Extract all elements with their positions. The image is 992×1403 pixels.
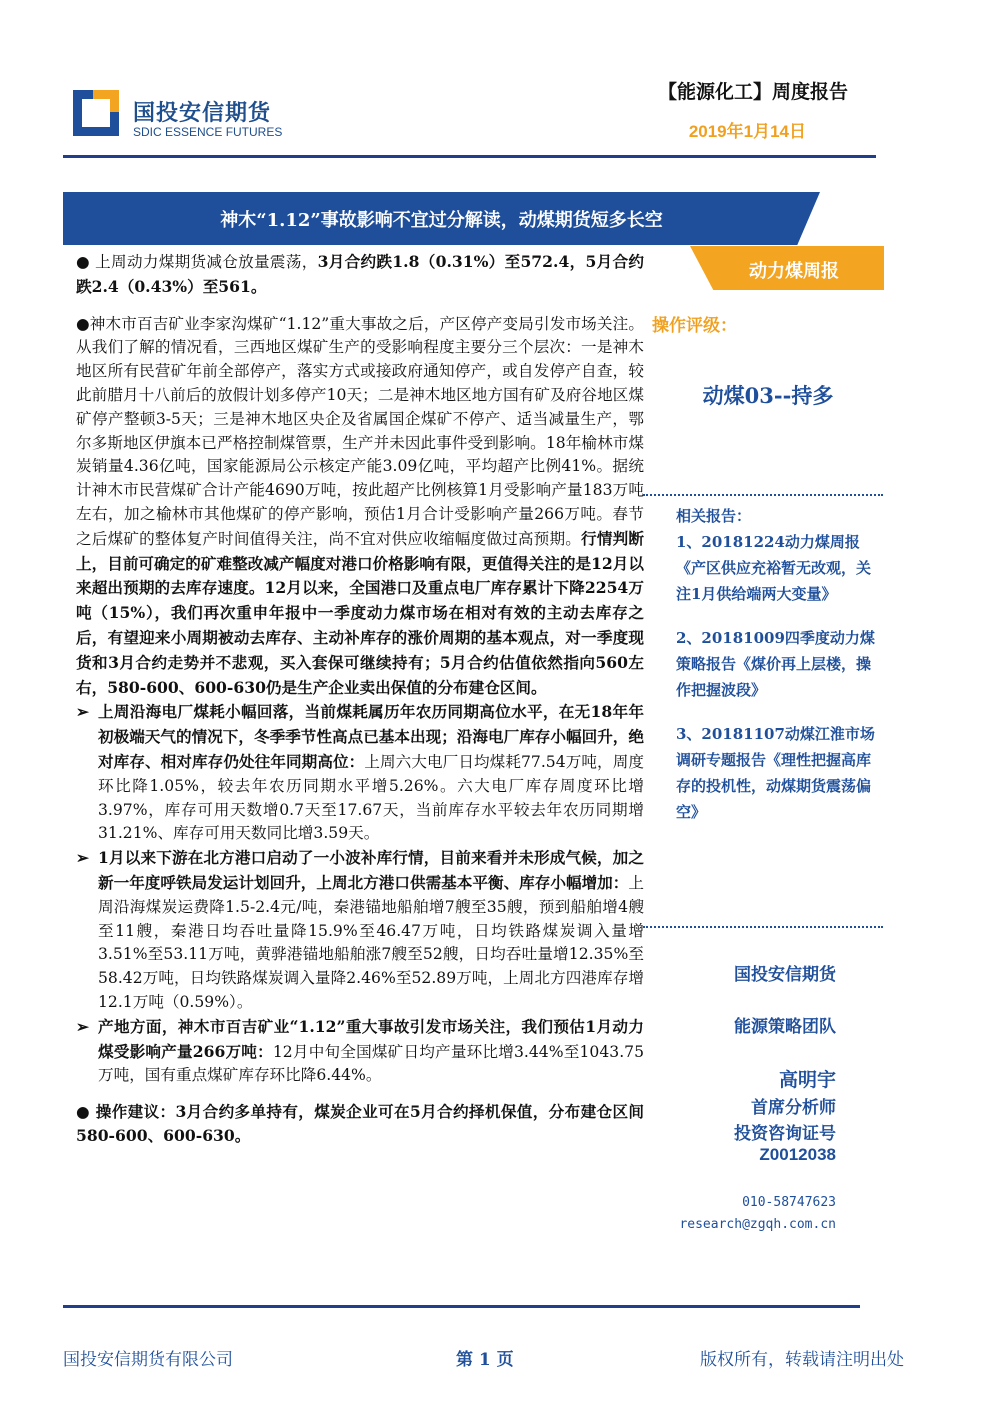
contact-email[interactable]: research@zgqh.com.cn xyxy=(679,1217,836,1232)
sidebar-divider xyxy=(643,926,883,928)
advice-paragraph xyxy=(76,1100,644,1148)
summary-bold-text: 3月合约跌1.8（0.31%）至572.4，5月合约跌2.4（0.43%）至561。 xyxy=(76,252,644,296)
analysis-bold-text: 行情判断上，目前可确定的矿难整改减产幅度对港口价格影响有限，更值得关注的是12月以来超出预期的去库存速度。12月以来，全国港口及重点电厂库存累计下降2254万吨（15%），我们再次重申年报中一季度动力煤市场在相对有效的主动去库存之后，有望迎来小周期被动去库存、主动补库存的涨价周期的基本观点，对一季度现货和3月合约走势并不悲观，买入套保可继续持有；5月合约估值依然指向560左右，580-600、600-630仍是生产企业卖出保值的分布建仓区间。 xyxy=(76,528,644,697)
bullet-icon: ● xyxy=(76,252,90,271)
item-text: 上周沿海煤炭运费降1.5-2.4元/吨，秦港锚地船舶增7艘至35艘，预到船舶增4艘至11艘，秦港日均吞吐量降15.9%至46.47万吨，日均铁路煤炭调入量增3.51%至53.11万吨，黄骅港锚地船舶涨7艘至52艘，日均吞吐量增12.35%至58.42万吨，日均铁路煤炭调入量降2.46%至52.89万吨，上周北方四港库存增12.1万吨（0.59%）。 xyxy=(98,873,644,1011)
arrow-bullet-icon: ➢ xyxy=(76,702,90,722)
summary-paragraph xyxy=(76,250,644,300)
contact-phone: 010-58747623 xyxy=(742,1195,836,1210)
header-divider xyxy=(63,155,876,158)
report-body xyxy=(76,250,644,1148)
page-number: 第 1 页 xyxy=(456,1350,514,1370)
related-reports xyxy=(676,503,876,825)
analysis-text: 神木市百吉矿业李家沟煤矿“1.12”重大事故之后，产区停产变局引发市场关注。从我们了解的情况看，三西地区煤矿生产的受影响程度主要分三个层次：一是神木地区所有民营矿年前全部停产，落实方式或接政府通知停产，或自发停产自查，较此前腊月十八前后的放假计划多停产10天；二是神木地区地方国有矿及府谷地区煤矿停产整顿3-5天；三是神木地区央企及省属国企煤矿不停产、适当减量生产，鄂尔多斯地区伊旗本已严格控制煤管票，生产并未因此事件受到影响。18年榆林市煤炭销量4.36亿吨，国家能源局公示核定产能3.09亿吨，平均超产比例41%。据统计神木市民营煤矿合计产能4690万吨，按此超产比例核算1月受影响产量183万吨左右，加之榆林市其他煤矿的停产影响，预估1月合计受影响产量266万吨。春节之后煤矿的整体复产时间值得关注，尚不宜对供应收缩幅度做过高预期。 xyxy=(76,314,644,548)
related-report-item[interactable]: 1、20181224动力煤周报《产区供应充裕暂无改观，关注1月供给端两大变量》 xyxy=(676,533,872,603)
bullet-icon: ● xyxy=(76,313,90,333)
report-date: 2019年1月14日 xyxy=(688,122,806,141)
list-item xyxy=(76,846,644,1015)
footer-copyright: 版权所有，转载请注明出处 xyxy=(700,1350,904,1370)
bullet-icon: ● xyxy=(76,1102,90,1122)
cert-label: 投资咨询证号 xyxy=(734,1124,836,1144)
advice-text: 操作建议：3月合约多单持有，煤炭企业可在5月合约择机保值，分布建仓区间580-600、600-630。 xyxy=(76,1102,644,1145)
category-label: 动力煤周报 xyxy=(749,261,839,282)
sidebar-divider xyxy=(643,494,883,496)
item-heading: 上周沿海电厂煤耗小幅回落，当前煤耗属历年农历同期高位水平，在无18年年初极端天气的情况下，冬季季节性高点已基本出现；沿海电厂库存小幅回升，绝对库存、相对库存仍处往年同期高位： xyxy=(98,702,644,771)
footer-divider xyxy=(63,1305,860,1308)
list-item xyxy=(76,1015,644,1088)
company-name-en: SDIC ESSENCE FUTURES xyxy=(133,125,283,139)
team-company: 国投安信期货 xyxy=(734,965,836,985)
company-name-cn: 国投安信期货 xyxy=(133,101,272,126)
arrow-bullet-icon: ➢ xyxy=(76,848,90,868)
rating-value: 动煤03--持多 xyxy=(702,383,834,408)
analysis-paragraph xyxy=(76,312,644,701)
analyst-name: 高明宇 xyxy=(778,1069,836,1091)
company-logo-icon xyxy=(73,90,119,136)
related-report-item[interactable]: 3、20181107动煤江淮市场调研专题报告《理性把握高库存的投机性，动煤期货震荡偏空》 xyxy=(676,725,875,821)
arrow-bullet-icon: ➢ xyxy=(76,1016,90,1036)
item-text: 上周六大电厂日均煤耗77.54万吨，周度环比降1.05%，较去年农历同期水平增5.26%。六大电厂库存周度环比增3.97%，库存可用天数增0.7天至17.67天，当前库存水平较去年农历同期增31.21%、库存可用天数同比增3.59天。 xyxy=(98,752,644,843)
related-title: 相关报告： xyxy=(676,507,752,525)
report-title: 神木“1.12”事故影响不宜过分解读，动煤期货短多长空 xyxy=(220,210,663,231)
rating-label: 操作评级： xyxy=(652,316,737,336)
report-type: 【能源化工】周度报告 xyxy=(657,81,848,103)
footer-company: 国投安信期货有限公司 xyxy=(63,1350,233,1370)
item-heading: 1月以来下游在北方港口启动了一小波补库行情，目前来看并未形成气候，加之新一年度呼铁局发运计划回升，上周北方港口供需基本平衡、库存小幅增加： xyxy=(98,848,644,892)
team-name: 能源策略团队 xyxy=(734,1017,836,1037)
item-text: 12月中旬全国煤矿日均产量环比增3.44%至1043.75万吨，国有重点煤矿库存环比降6.44%。 xyxy=(98,1042,644,1085)
summary-text: 上周动力煤期货减仓放量震荡， xyxy=(95,253,318,271)
related-report-item[interactable]: 2、20181009四季度动力煤策略报告《煤价再上层楼，操作把握波段》 xyxy=(676,629,875,699)
analyst-title: 首席分析师 xyxy=(751,1098,836,1118)
list-item xyxy=(76,700,644,846)
cert-number: Z0012038 xyxy=(759,1145,836,1164)
item-heading: 产地方面，神木市百吉矿业“1.12”重大事故引发市场关注，我们预估1月动力煤受影响产量266万吨： xyxy=(98,1016,644,1061)
